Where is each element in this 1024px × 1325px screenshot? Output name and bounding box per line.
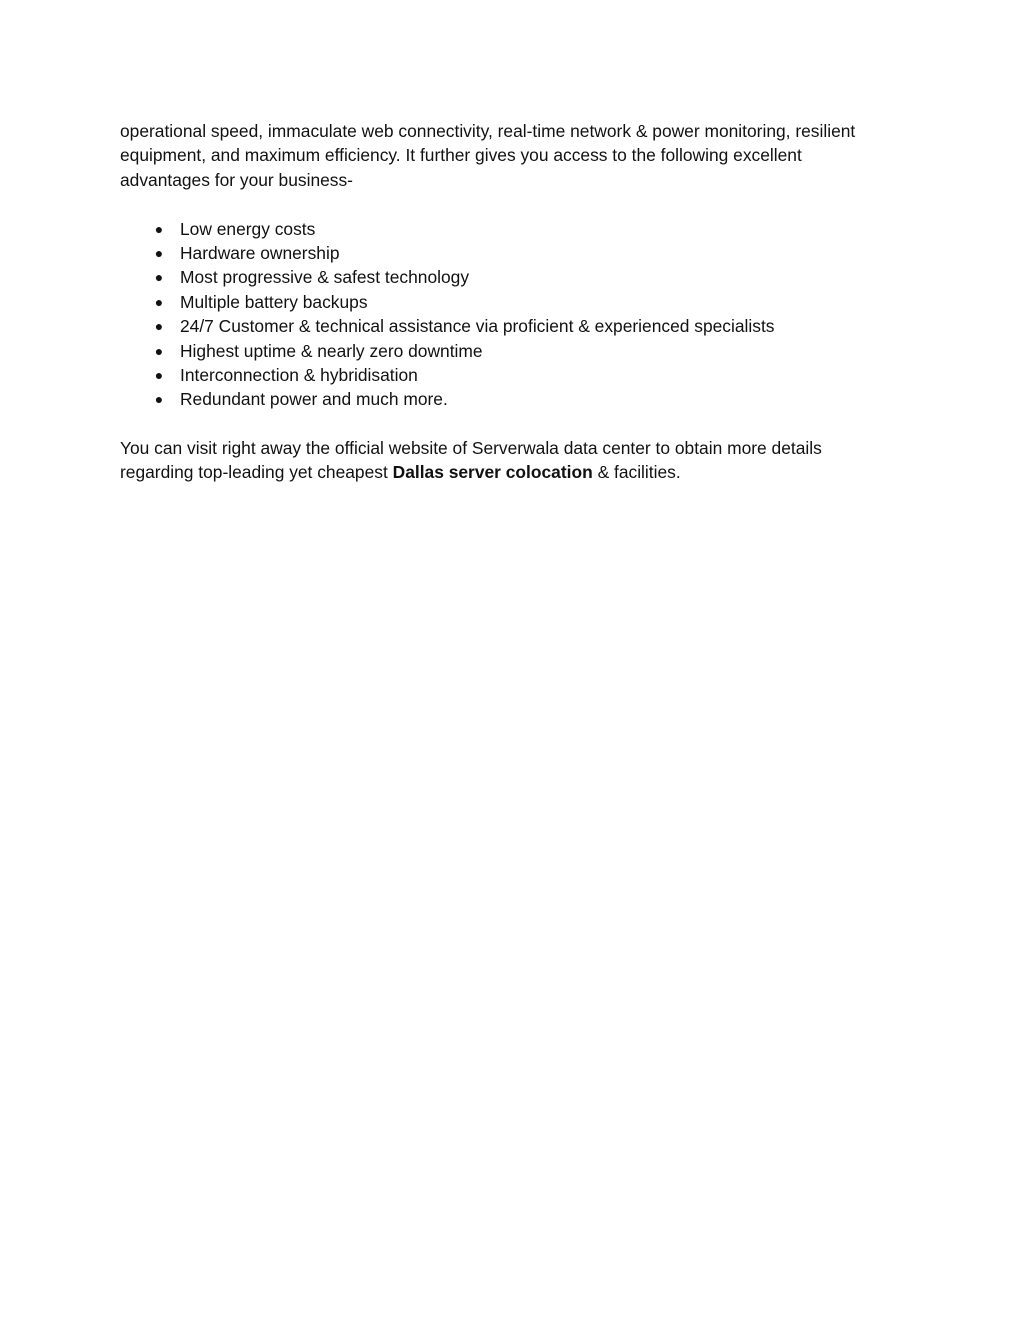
list-item xyxy=(120,314,920,338)
list-item xyxy=(120,339,920,363)
list-item xyxy=(120,363,920,387)
list-item-text: 24/7 Customer & technical assistance via proficient & experienced specialists xyxy=(180,316,775,337)
bullet-icon: ● xyxy=(154,293,164,310)
closing-text-after: & facilities. xyxy=(592,462,681,483)
closing-line: You can visit right away the official website of Serverwala data center to obtain more details xyxy=(120,438,822,459)
list-item xyxy=(120,217,920,241)
dallas-colocation-keyword: Dallas server colocation xyxy=(392,462,593,483)
closing-paragraph xyxy=(120,436,920,485)
list-item-text: Hardware ownership xyxy=(180,242,340,263)
bullet-icon: ● xyxy=(154,342,164,359)
list-item xyxy=(120,241,920,265)
paragraph-spacer xyxy=(120,412,920,436)
intro-line: operational speed, immaculate web connectivity, real-time network & power monitoring, resilient xyxy=(120,121,856,141)
list-item-text: Low energy costs xyxy=(180,218,316,239)
list-item xyxy=(120,265,920,289)
paragraph-spacer xyxy=(120,192,920,216)
bullet-icon: ● xyxy=(154,220,164,237)
bullet-icon: ● xyxy=(154,366,164,383)
list-item-text: Highest uptime & nearly zero downtime xyxy=(180,340,483,361)
list-item xyxy=(120,290,920,314)
list-item-text: Most progressive & safest technology xyxy=(180,267,470,288)
document-body xyxy=(120,119,920,485)
intro-line: equipment, and maximum efficiency. It further gives you access to the following excellent xyxy=(120,145,802,166)
intro-line: advantages for your business- xyxy=(120,169,353,190)
list-item-text: Interconnection & hybridisation xyxy=(180,364,418,385)
bullet-icon: ● xyxy=(154,391,164,408)
bullet-icon: ● xyxy=(154,269,164,286)
closing-text-before: regarding top-leading yet cheapest xyxy=(120,462,393,483)
closing-line xyxy=(120,460,920,484)
intro-paragraph xyxy=(120,119,920,192)
benefits-list xyxy=(120,217,920,412)
bullet-icon: ● xyxy=(154,318,164,335)
list-item-text: Multiple battery backups xyxy=(180,291,368,312)
bullet-icon: ● xyxy=(154,244,164,261)
list-item xyxy=(120,387,920,411)
list-item-text: Redundant power and much more. xyxy=(180,389,448,410)
